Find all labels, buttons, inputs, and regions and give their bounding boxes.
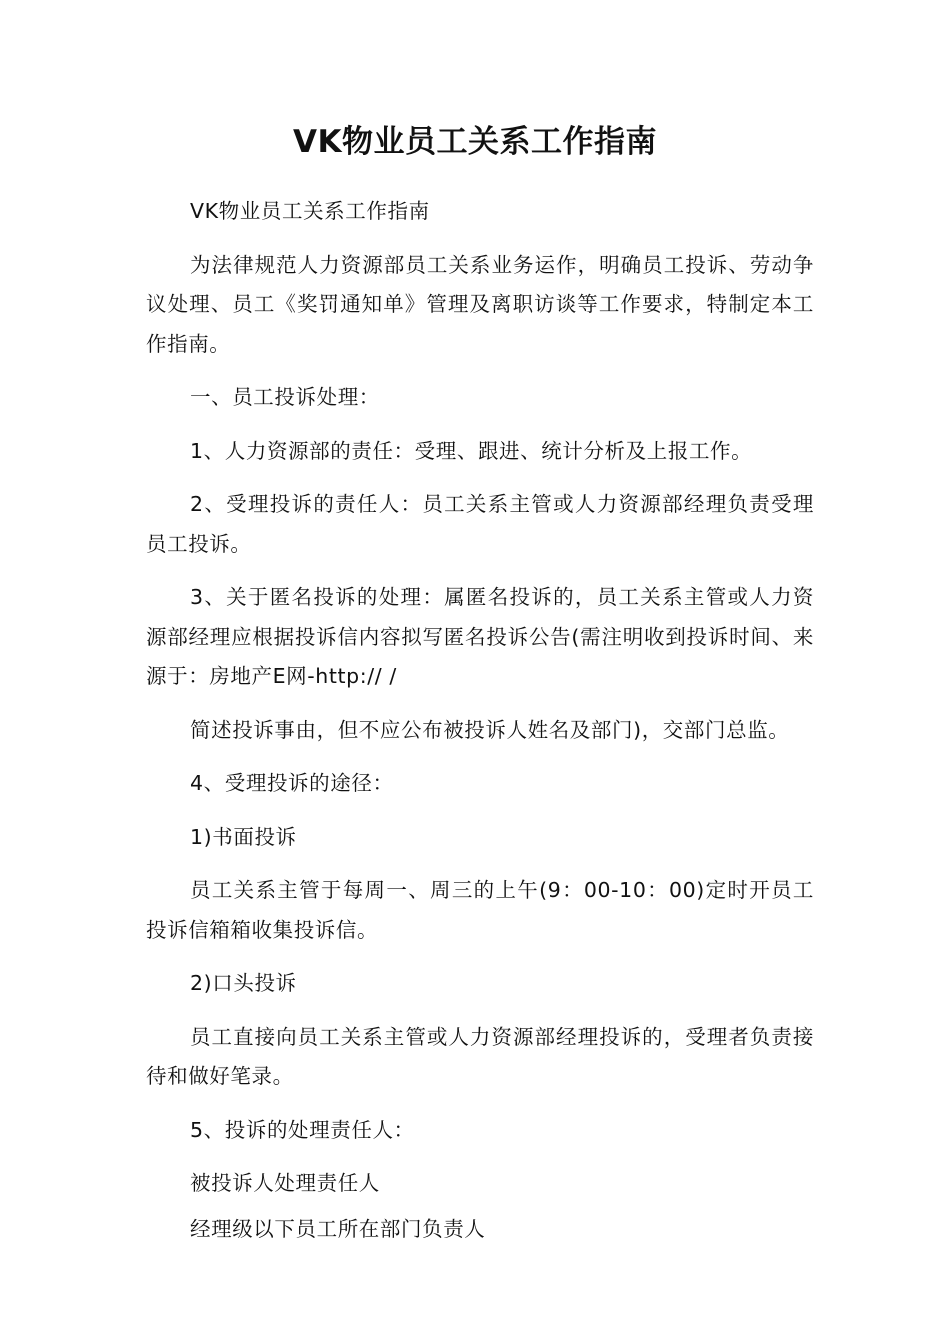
paragraph-handler-detail: 经理级以下员工所在部门负责人 xyxy=(190,1216,486,1241)
section-heading-complaints: 一、员工投诉处理： xyxy=(190,385,380,409)
paragraph-subtitle: VK物业员工关系工作指南 xyxy=(190,199,430,223)
document-title: VK物业员工关系工作指南 xyxy=(292,124,657,160)
paragraph-oral-complaint-detail: 员工直接向员工关系主管或人力资源部经理投诉的，受理者负责接待和做好笔录。 xyxy=(146,1024,814,1088)
paragraph-item-5: 5、投诉的处理责任人： xyxy=(190,1117,415,1142)
document-body xyxy=(146,192,814,1263)
paragraph-item-4: 4、受理投诉的途径： xyxy=(190,771,394,795)
paragraph-handler: 被投诉人处理责任人 xyxy=(190,1171,380,1195)
paragraph-item-1: 1、人力资源部的责任：受理、跟进、统计分析及上报工作。 xyxy=(190,438,753,463)
paragraph-item-2: 2、受理投诉的责任人：员工关系主管或人力资源部经理负责受理员工投诉。 xyxy=(146,492,814,556)
paragraph-item-3-continued: 简述投诉事由，但不应公布被投诉人姓名及部门)，交部门总监。 xyxy=(190,717,790,742)
paragraph-written-complaint: 1)书面投诉 xyxy=(190,824,297,849)
paragraph-item-3: 3、关于匿名投诉的处理：属匿名投诉的，员工关系主管或人力资源部经理应根据投诉信内容拟写匿名投诉公告(需注明收到投诉时间、来源于：房地产E网-http:// / xyxy=(146,585,814,688)
paragraph-oral-complaint: 2)口头投诉 xyxy=(190,971,297,995)
paragraph-written-complaint-detail: 员工关系主管于每周一、周三的上午(9：00-10：00)定时开员工投诉信箱箱收集投诉信。 xyxy=(146,878,814,942)
paragraph-intro: 为法律规范人力资源部员工关系业务运作，明确员工投诉、劳动争议处理、员工《奖罚通知单》管理及离职访谈等工作要求，特制定本工作指南。 xyxy=(146,252,814,356)
